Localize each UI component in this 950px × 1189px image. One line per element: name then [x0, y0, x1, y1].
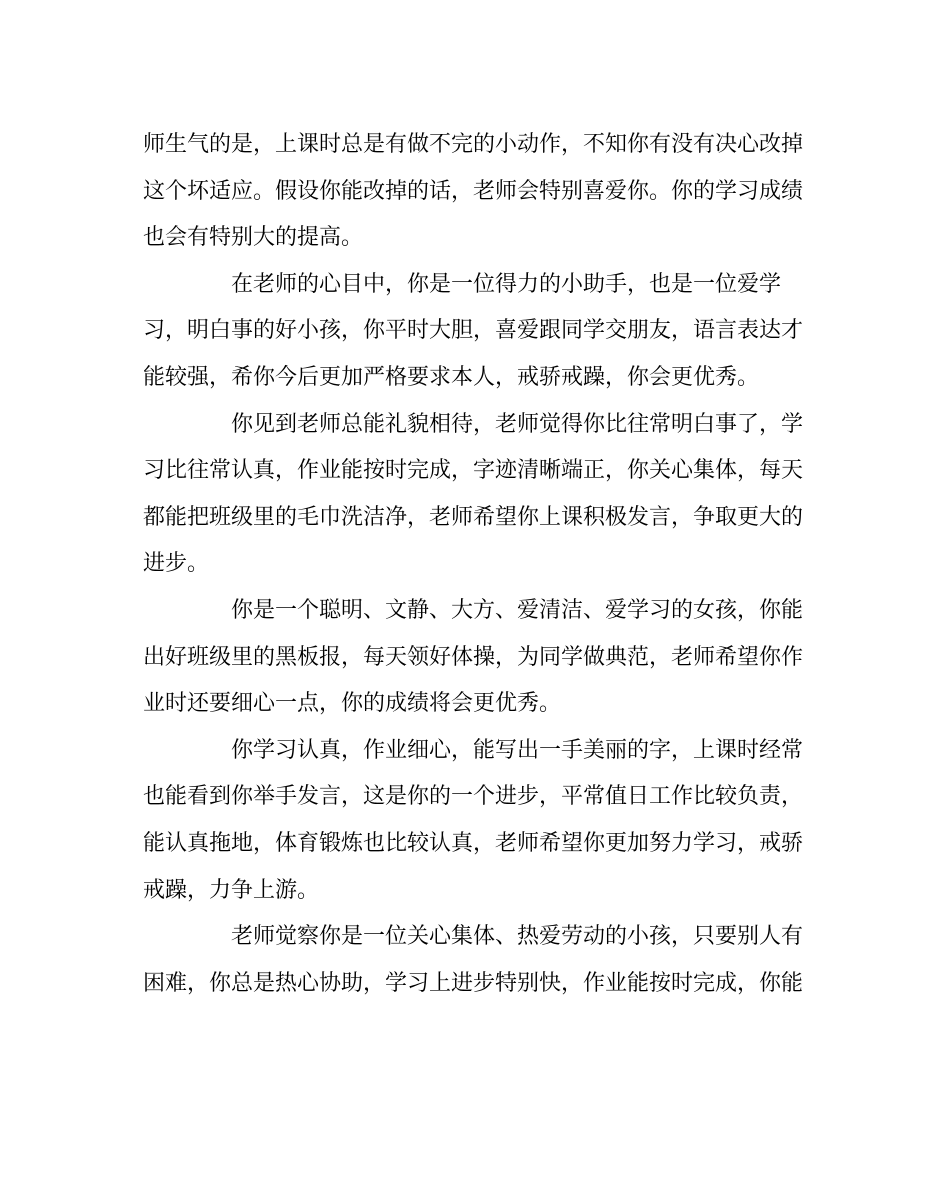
- paragraph-line: 困难，你总是热心协助，学习上进步特别快，作业能按时完成，你能: [143, 970, 804, 996]
- paragraph-line: 你学习认真，作业细心，能写出一手美丽的字，上课时经常: [231, 737, 804, 763]
- paragraph-line: 也能看到你举手发言，这是你的一个进步，平常值日工作比较负责，: [143, 784, 804, 810]
- paragraph-line: 能认真拖地，体育锻炼也比较认真，老师希望你更加努力学习，戒骄: [143, 830, 804, 856]
- paragraph-line: 老师觉察你是一位关心集体、热爱劳动的小孩，只要别人有: [231, 924, 804, 950]
- paragraph-line: 业时还要细心一点，你的成绩将会更优秀。: [143, 691, 562, 717]
- document-body: [143, 122, 808, 1007]
- paragraph-2: [143, 262, 808, 402]
- paragraph-3: [143, 402, 808, 588]
- paragraph-line: 都能把班级里的毛巾洗洁净，老师希望你上课积极发言，争取更大的: [143, 504, 804, 530]
- paragraph-line: 出好班级里的黑板报，每天领好体操，为同学做典范，老师希望你作: [143, 644, 804, 670]
- paragraph-line: 你见到老师总能礼貌相待，老师觉得你比往常明白事了，学: [231, 411, 804, 437]
- paragraph-1: [143, 122, 808, 262]
- paragraph-line: 你是一个聪明、文静、大方、爱清洁、爱学习的女孩，你能: [231, 597, 804, 623]
- paragraph-line: 能较强，希你今后更加严格要求本人，戒骄戒躁，你会更优秀。: [143, 364, 760, 390]
- paragraph-5: [143, 728, 808, 914]
- paragraph-6: [143, 914, 808, 1007]
- paragraph-line: 戒躁，力争上游。: [143, 877, 320, 903]
- paragraph-line: 习，明白事的好小孩，你平时大胆，喜爱跟同学交朋友，语言表达才: [143, 318, 804, 344]
- paragraph-line: 在老师的心目中，你是一位得力的小助手，也是一位爱学: [231, 271, 782, 297]
- paragraph-line: 师生气的是，上课时总是有做不完的小动作，不知你有没有决心改掉: [143, 132, 804, 157]
- paragraph-4: [143, 588, 808, 728]
- paragraph-line: 也会有特别大的提高。: [143, 225, 364, 251]
- paragraph-line: 习比往常认真，作业能按时完成，字迹清晰端正，你关心集体，每天: [143, 458, 804, 484]
- paragraph-line: 进步。: [143, 551, 210, 577]
- paragraph-line: 这个坏适应。假设你能改掉的话，老师会特别喜爱你。你的学习成绩: [143, 178, 804, 204]
